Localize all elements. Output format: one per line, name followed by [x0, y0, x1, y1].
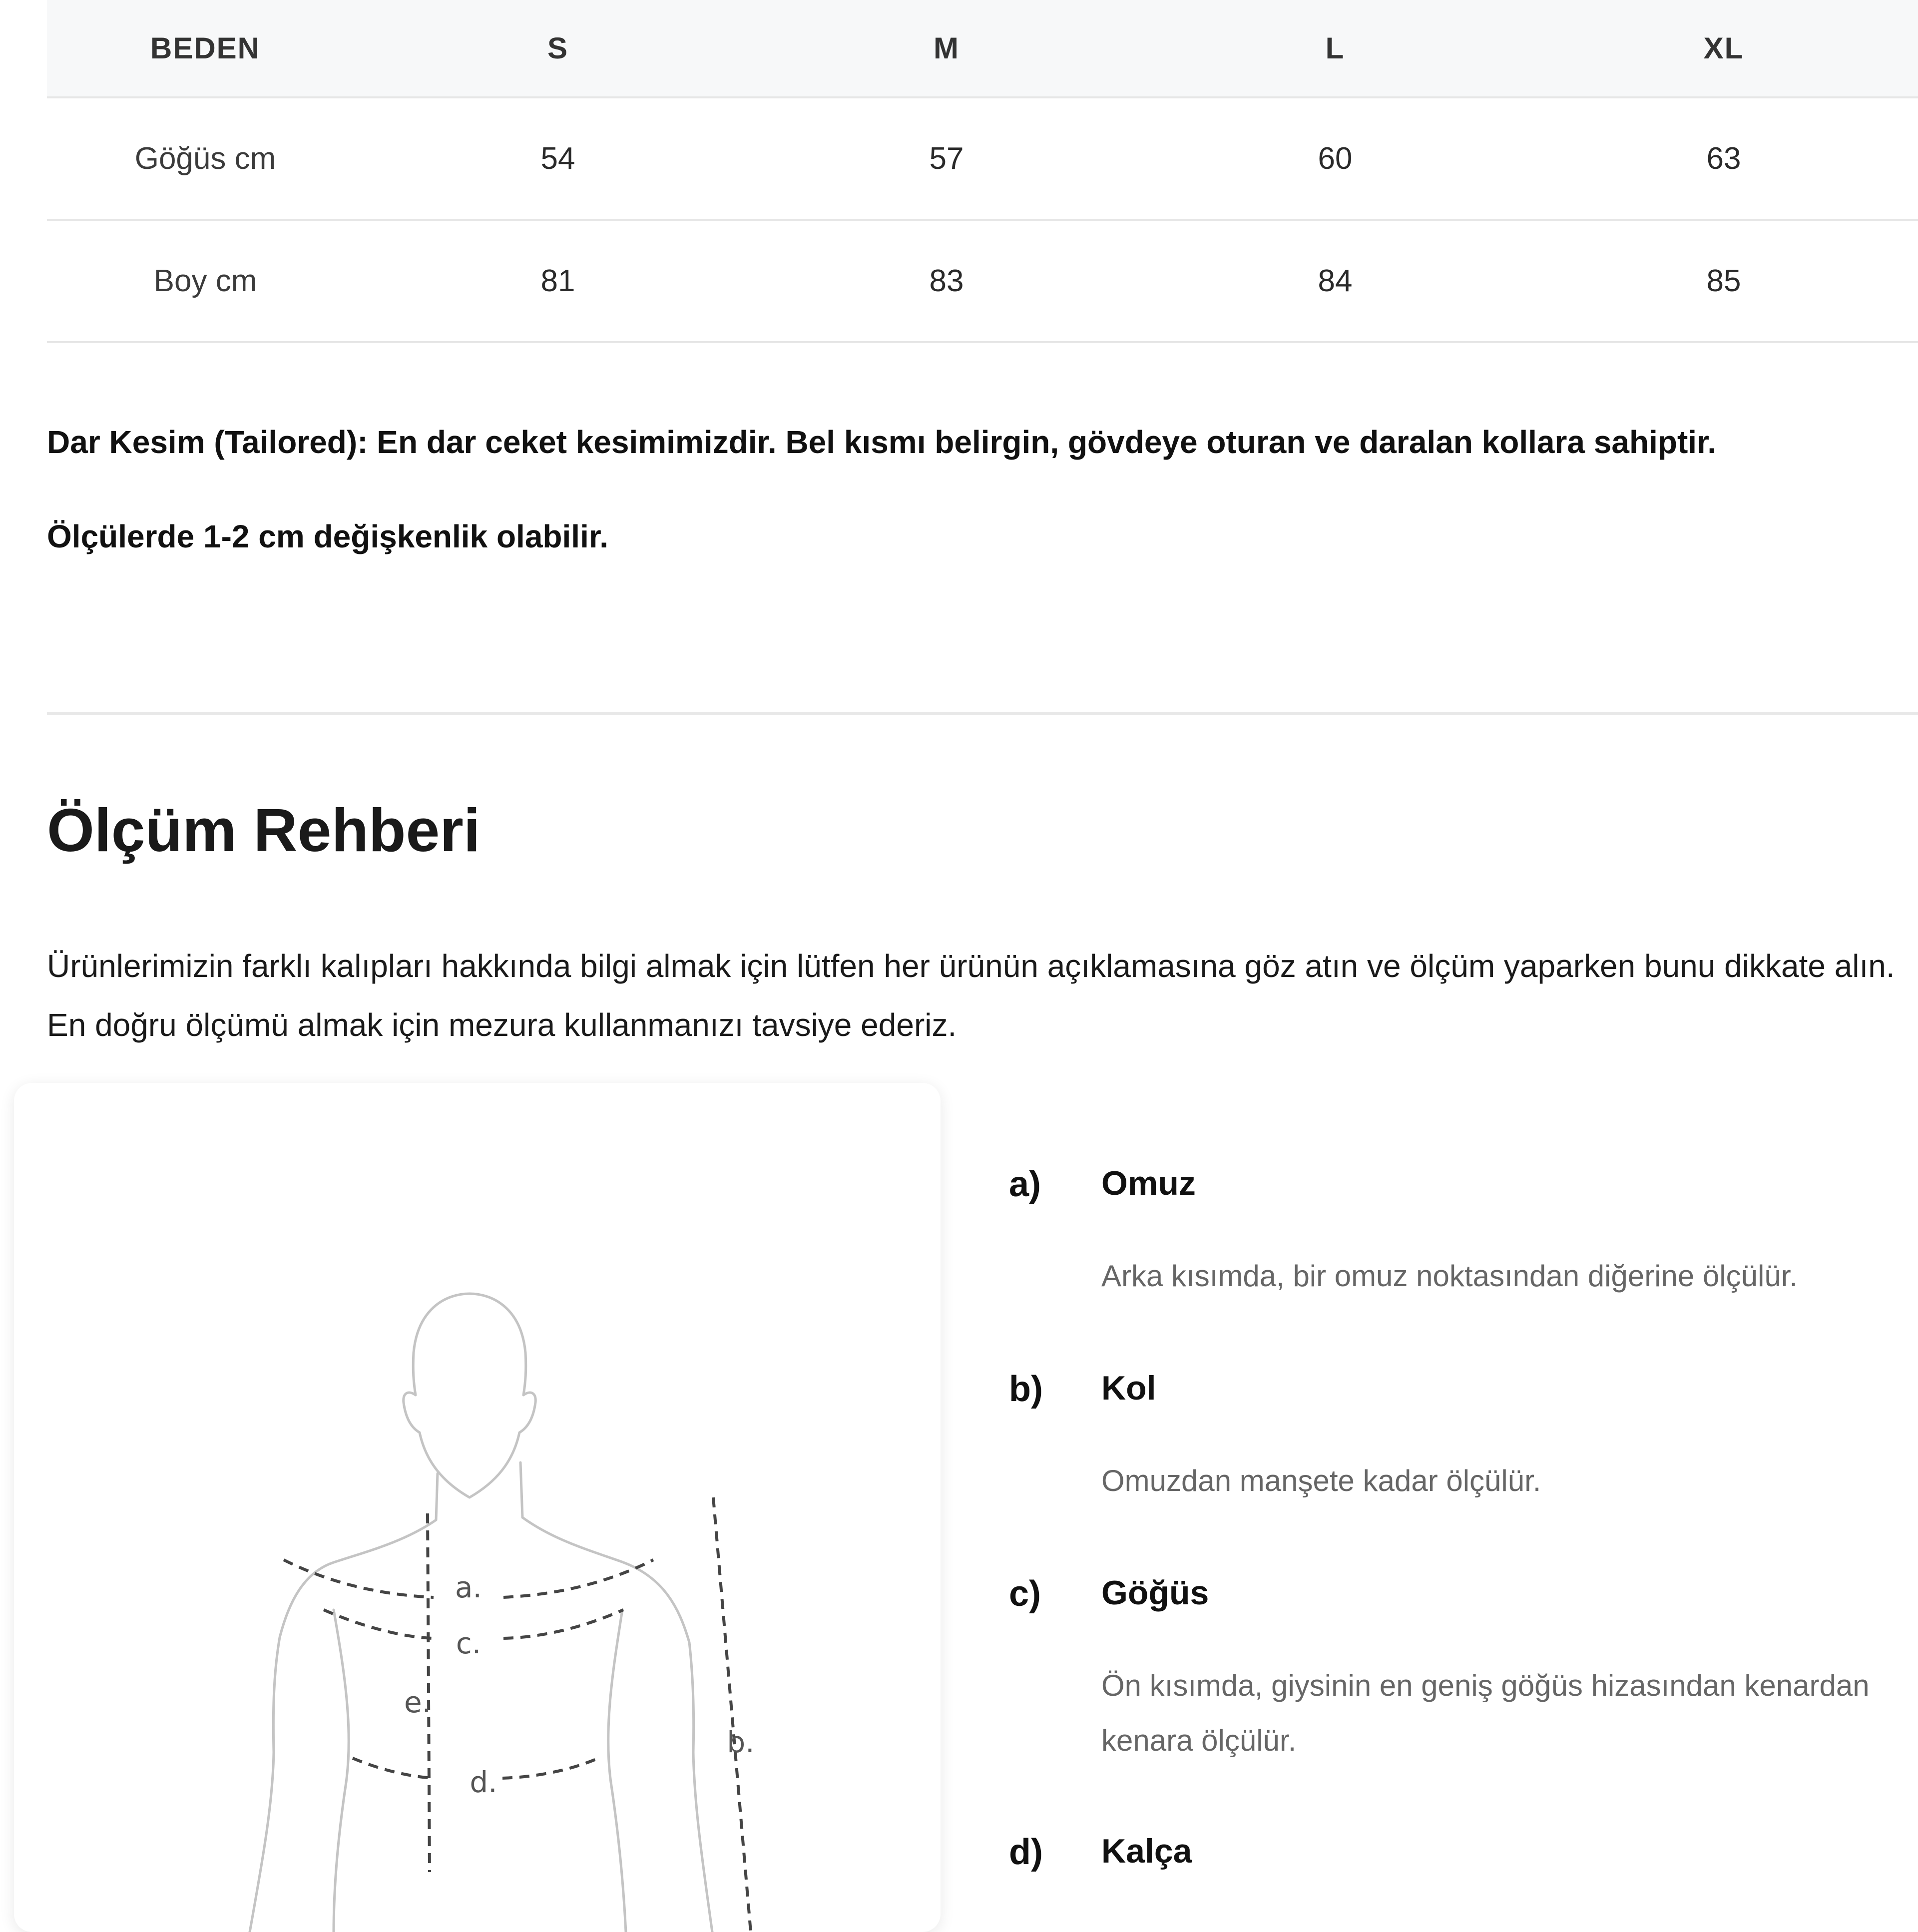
fit-note: Dar Kesim (Tailored): En dar ceket kesimimizdir. Bel kısmı belirgin, gövdeye oturan ve daralan kollara sahiptir. — [47, 424, 1717, 460]
list-item-desc: Ön kısımda, giysinin en geniş göğüs hizasından kenardan kenara ölçülür. — [1101, 1669, 1870, 1757]
list-item-letter: b) — [1009, 1369, 1043, 1409]
list-item-desc: Arka kısımda, bir omuz noktasından diğerine ölçülür. — [1101, 1259, 1798, 1293]
table-cell: 81 — [364, 220, 752, 342]
body-outline-figure — [14, 1083, 941, 1932]
row-label-chest: Göğüs cm — [47, 97, 364, 220]
table-cell: 63 — [1529, 97, 1918, 220]
guide-title: Ölçüm Rehberi — [47, 796, 480, 864]
list-item-letter: c) — [1009, 1574, 1041, 1614]
list-item-title: Omuz — [1101, 1164, 1196, 1202]
figure-label-a: a. — [455, 1570, 482, 1604]
figure-label-d: d. — [470, 1765, 497, 1799]
list-item-title: Kol — [1101, 1369, 1156, 1407]
table-cell: 83 — [752, 220, 1141, 342]
size-table-header-row — [47, 0, 1918, 97]
measurement-lines — [284, 1497, 751, 1932]
table-cell: 57 — [752, 97, 1141, 220]
tolerance-note: Ölçülerde 1-2 cm değişkenlik olabilir. — [47, 518, 608, 554]
guide-intro-line-1: Ürünlerimizin farklı kalıpları hakkında bilgi almak için lütfen her ürünün açıklamasına göz atın ve ölçüm yaparken bunu dikkate alın. — [47, 948, 1895, 984]
header-cell-s: S — [364, 0, 752, 97]
list-item-letter: d) — [1009, 1832, 1043, 1872]
list-item-title: Göğüs — [1101, 1574, 1209, 1612]
header-cell-beden: BEDEN — [47, 0, 364, 97]
list-item-title: Kalça — [1101, 1832, 1192, 1870]
header-cell-xl: XL — [1529, 0, 1918, 97]
table-cell: 85 — [1529, 220, 1918, 342]
body-outline-icon — [250, 1294, 712, 1932]
row-label-length: Boy cm — [47, 220, 364, 342]
figure-label-c: c. — [456, 1626, 481, 1660]
section-divider — [47, 712, 1918, 715]
size-table — [47, 0, 1918, 343]
table-row — [47, 220, 1918, 342]
table-cell: 84 — [1141, 220, 1529, 342]
table-cell: 60 — [1141, 97, 1529, 220]
list-item-desc: Omuzdan manşete kadar ölçülür. — [1101, 1464, 1541, 1497]
measurement-figure-card — [14, 1083, 941, 1932]
header-cell-m: M — [752, 0, 1141, 97]
table-row — [47, 97, 1918, 220]
guide-intro-line-2: En doğru ölçümü almak için mezura kullanmanızı tavsiye ederiz. — [47, 1007, 957, 1043]
header-cell-l: L — [1141, 0, 1529, 97]
guide-intro — [47, 937, 1918, 1054]
table-cell: 54 — [364, 97, 752, 220]
list-item-letter: a) — [1009, 1164, 1041, 1204]
figure-label-e: e. — [404, 1685, 432, 1719]
figure-label-b: b. — [727, 1725, 755, 1759]
